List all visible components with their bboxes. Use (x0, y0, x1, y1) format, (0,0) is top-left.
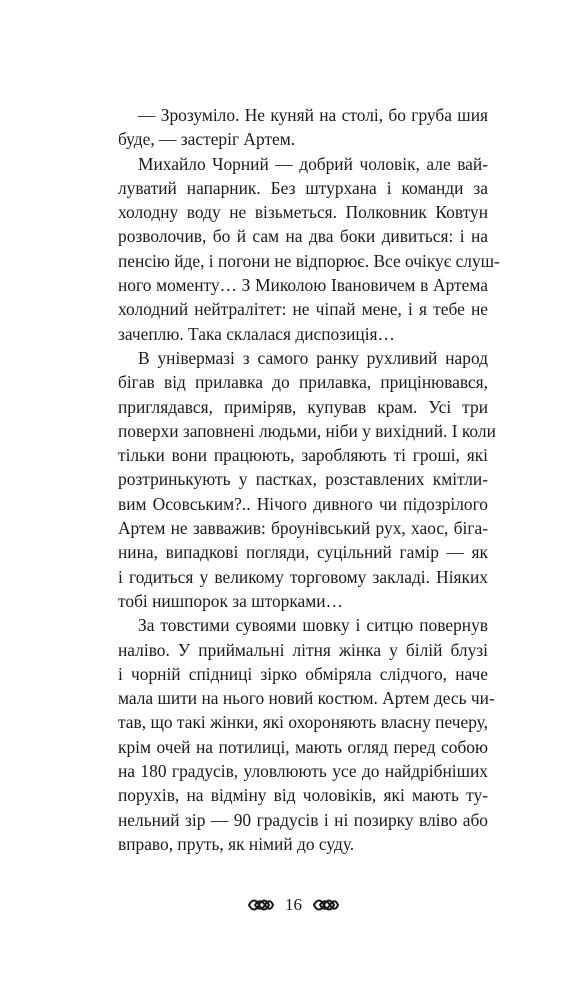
text-line: тільки вони працюють, заробляють ті гроші, які (118, 445, 488, 466)
text-line: зачеплю. Така склалася диспозиція… (118, 323, 395, 344)
text-line: луватий напарник. Без штурхана і команди за (118, 177, 488, 198)
text-line: ного моменту… З Миколою Івановичем в Артема (118, 275, 488, 296)
text-line: наліво. У приймальні літня жінка у білій блузі (118, 639, 488, 660)
text-line: вправо, пруть, як німий до суду. (118, 833, 355, 854)
text-line: мала шити на нього новий костюм. Артем десь чи- (118, 688, 495, 709)
text-line: крім очей на потилиці, мають огляд перед собою (118, 736, 488, 757)
text-line: Михайло Чорний — добрий чоловік, але вай- (138, 153, 488, 174)
text-line: нина, випадкові погляди, суцільний гамір — як (118, 542, 488, 563)
text-line: буде, — застеріг Артем. (118, 129, 296, 150)
text-line: бігав від прилавка до прилавка, прицінювався, (118, 372, 488, 393)
text-line: на 180 градусів, уловлюють усе до найдрібніших (118, 761, 488, 782)
text-line: і годиться у великому торговому закладі. Ніяких (118, 566, 488, 587)
text-line: В універмазі з самого ранку рухливий народ (138, 347, 488, 368)
knot-ornament-icon (247, 898, 275, 912)
body-text (118, 103, 500, 856)
text-line: порухів, на відміну від чоловіків, які мають ту- (118, 785, 488, 806)
text-line: поверхи заповнені людьми, ніби у вихідний. І коли (118, 420, 496, 441)
text-line: — Зрозуміло. Не куняй на столі, бо груба шия (138, 105, 488, 125)
text-line: вим Осовським?.. Нічого дивного чи підозрілого (118, 493, 488, 514)
text-line: тав, що такі жінки, які охороняють власну печеру, (118, 712, 488, 733)
text-line: нельний зір — 90 градусів і ні позирку вліво або (118, 809, 488, 830)
knot-ornament-icon (312, 898, 340, 912)
text-line: розволочив, бо й сам на два боки дивиться: і на (118, 226, 488, 247)
page-footer (0, 893, 587, 917)
text-line: холодну воду не візьметься. Полковник Ковтун (118, 202, 488, 223)
text-line: пенсію йде, і погони не відпорює. Все очікує слуш- (118, 250, 500, 271)
text-line: і чорній спідниці зірко обміряла слідчого, наче (118, 663, 488, 684)
text-line: розтринькують у пастках, розставлених кмітли- (118, 469, 488, 490)
text-line: тобі нишпорок за шторками… (118, 590, 343, 611)
text-line: холодний нейтралітет: не чіпай мене, і я тебе не (118, 299, 488, 320)
text-line: Артем не завважив: броунівський рух, хаос, біга- (118, 518, 488, 539)
text-line: За товстими сувоями шовку і ситцю повернув (138, 615, 488, 636)
text-line: приглядався, приміряв, купував крам. Усі три (118, 396, 488, 417)
page-number: 16 (285, 895, 302, 914)
